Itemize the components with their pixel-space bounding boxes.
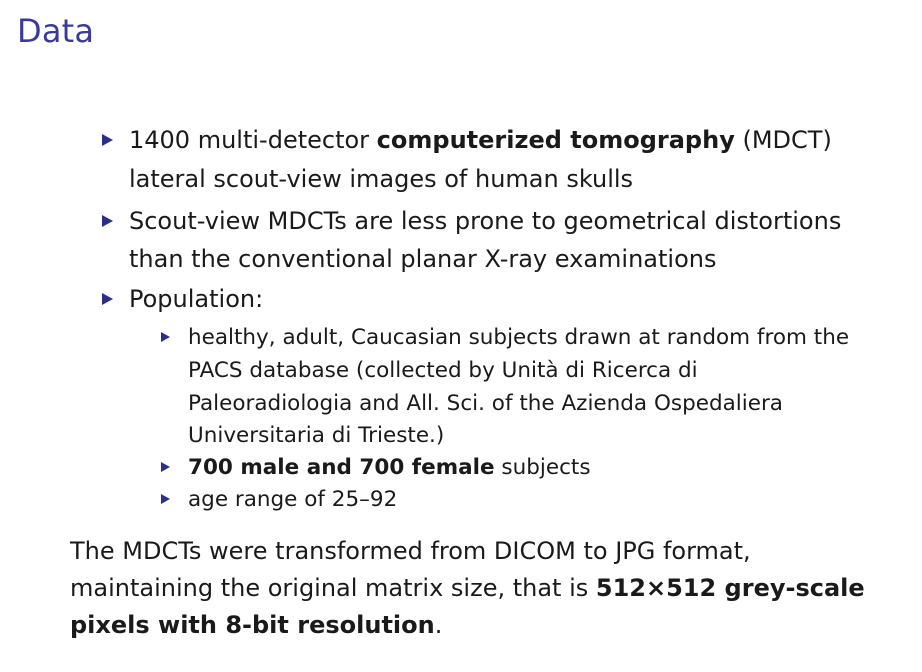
sub-item-subjects	[188, 451, 591, 484]
bullet-triangle-icon	[102, 215, 113, 227]
bullet-triangle-icon	[102, 134, 113, 146]
bullet-item-mdct-line2	[129, 160, 633, 199]
paragraph-bold-text: 512×512 grey-scale	[595, 574, 865, 602]
sub-text: PACS database (collected by Unità di Ricerca di	[188, 358, 698, 383]
paragraph-text: .	[434, 611, 443, 639]
sub-text: healthy, adult, Caucasian subjects drawn at random from the	[188, 325, 850, 350]
sub-text: age range of 25–92	[188, 487, 398, 512]
sub-item-healthy-line4	[188, 419, 444, 452]
paragraph-line1	[70, 533, 751, 570]
bullet-text: (MDCT)	[734, 126, 832, 154]
sub-bold-text: 700 male and 700 female	[188, 455, 495, 480]
sub-item-healthy-line1	[188, 321, 849, 354]
sub-bullet-triangle-icon	[161, 462, 170, 472]
bullet-text: Scout-view MDCTs are less prone to geometrical distortions	[129, 207, 842, 235]
bullet-bold-text: computerized tomography	[376, 126, 735, 154]
paragraph-line3	[70, 607, 442, 644]
sub-bullet-triangle-icon	[161, 494, 170, 504]
bullet-item-scout-view-line2	[129, 240, 716, 279]
sub-bullet-triangle-icon	[161, 332, 170, 342]
bullet-item-mdct	[129, 121, 832, 160]
bullet-text: Population:	[129, 285, 264, 313]
paragraph-line2	[70, 570, 865, 607]
bullet-text: than the conventional planar X-ray examinations	[129, 245, 717, 273]
sub-text: Universitaria di Trieste.)	[188, 423, 445, 448]
bullet-item-scout-view	[129, 202, 841, 241]
bullet-item-population	[129, 280, 263, 319]
bullet-text: lateral scout-view images of human skulls	[129, 165, 634, 193]
sub-item-healthy-line3	[188, 387, 783, 420]
sub-item-healthy-line2	[188, 354, 698, 387]
paragraph-text: The MDCTs were transformed from DICOM to JPG format,	[70, 537, 751, 565]
paragraph-text: maintaining the original matrix size, that is	[70, 574, 596, 602]
slide-title: Data	[17, 12, 95, 50]
sub-text: subjects	[494, 455, 591, 480]
bullet-text: 1400 multi-detector	[129, 126, 377, 154]
paragraph-bold-text: pixels with 8-bit resolution	[70, 611, 435, 639]
bullet-triangle-icon	[102, 293, 113, 305]
sub-text: Paleoradiologia and All. Sci. of the Azienda Ospedaliera	[188, 391, 783, 416]
sub-item-age-range	[188, 483, 397, 516]
